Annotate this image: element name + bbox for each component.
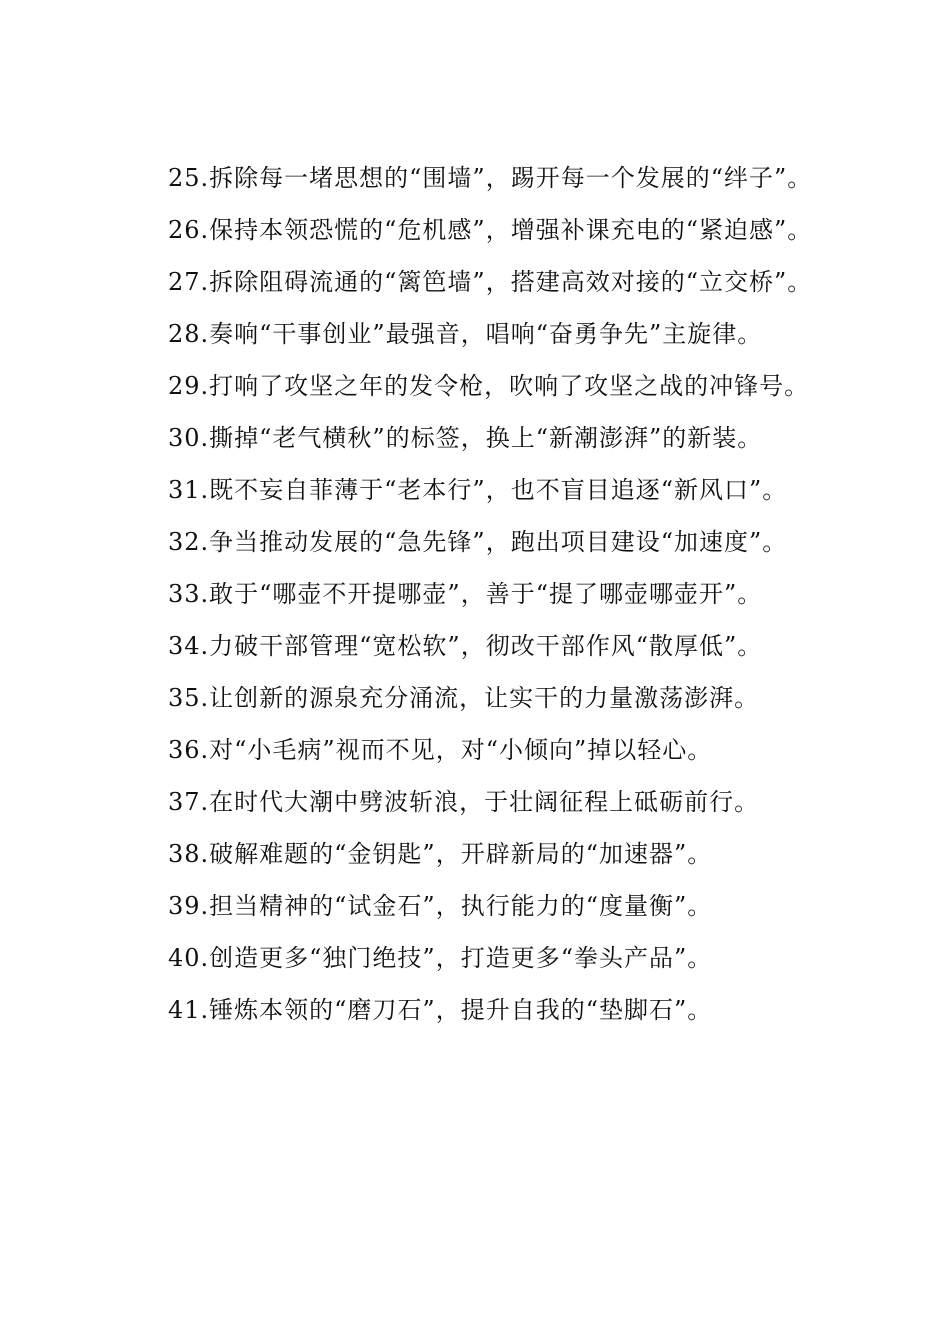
list-item: 37.在时代大潮中劈波斩浪，于壮阔征程上砥砺前行。 (168, 788, 760, 816)
list-item: 25.拆除每一堵思想的“围墙”，踢开每一个发展的“绊子”。 (168, 164, 813, 192)
list-item: 36.对“小毛病”视而不见，对“小倾向”掉以轻心。 (168, 736, 713, 764)
list-item: 34.力破干部管理“宽松软”，彻改干部作风“散厚低”。 (168, 632, 763, 660)
list-item: 35.让创新的源泉充分涌流，让实干的力量激荡澎湃。 (168, 684, 760, 712)
list-item: 41.锤炼本领的“磨刀石”，提升自我的“垫脚石”。 (168, 996, 713, 1024)
list-item: 32.争当推动发展的“急先锋”，跑出项目建设“加速度”。 (168, 528, 788, 556)
list-item: 26.保持本领恐慌的“危机感”，增强补课充电的“紧迫感”。 (168, 216, 813, 244)
list-item: 40.创造更多“独门绝技”，打造更多“拳头产品”。 (168, 944, 713, 972)
list-item: 29.打响了攻坚之年的发令枪，吹响了攻坚之战的冲锋号。 (168, 372, 810, 400)
list-item: 31.既不妄自菲薄于“老本行”，也不盲目追逐“新风口”。 (168, 476, 788, 504)
list-item: 30.撕掉“老气横秋”的标签，换上“新潮澎湃”的新装。 (168, 424, 763, 452)
list-item: 27.拆除阻碍流通的“篱笆墙”，搭建高效对接的“立交桥”。 (168, 268, 813, 296)
list-item: 39.担当精神的“试金石”，执行能力的“度量衡”。 (168, 892, 713, 920)
list-item: 28.奏响“干事创业”最强音，唱响“奋勇争先”主旋律。 (168, 320, 763, 348)
list-item: 33.敢于“哪壶不开提哪壶”，善于“提了哪壶哪壶开”。 (168, 580, 763, 608)
list-item: 38.破解难题的“金钥匙”，开辟新局的“加速器”。 (168, 840, 713, 868)
phrase-list (126, 164, 832, 1048)
